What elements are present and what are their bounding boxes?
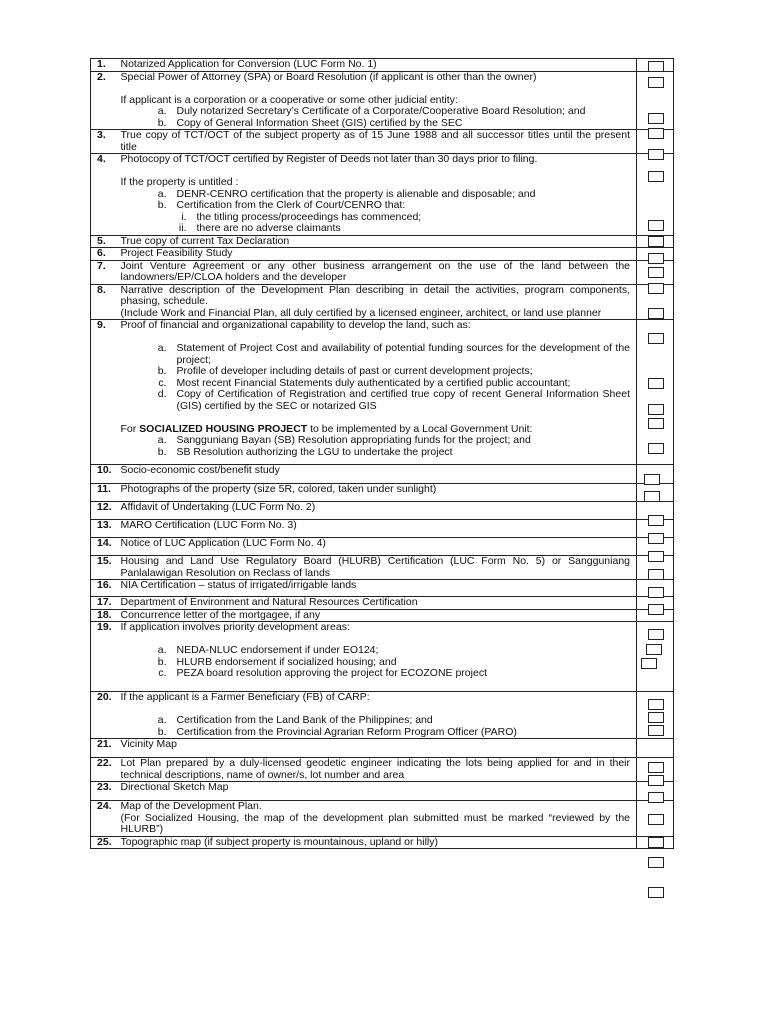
item-text: Department of Environment and Natural Resources Certification [121,597,637,610]
checkbox-item-9b[interactable] [648,404,664,415]
requirement-row-13 [91,520,674,538]
requirement-row-20 [91,692,674,739]
sub-label: c. [158,376,167,389]
item-text: Photocopy of TCT/OCT certified by Register of Deeds not later than 30 days prior to filing. [120,153,538,165]
requirement-row-1 [91,59,674,72]
item-number: 7. [91,260,121,284]
item-number: 20. [91,692,121,739]
item-text: Project Feasibility Study [121,248,637,261]
checkbox-item-19c[interactable] [648,725,664,736]
sub-text: Copy of Certification of Registration and certified true copy of recent General Information Sheet (GIS) certified by the SEC or notarized GIS [176,388,630,412]
sub-label: a. [157,644,167,656]
checkbox-item-9a[interactable] [648,378,664,389]
sub-label: i. [181,210,187,223]
requirement-row-24 [91,801,674,837]
item-number: 23. [91,782,121,801]
sub-text: Copy of General Information Sheet (GIS) certified by the SEC [176,116,463,129]
item-number: 4. [91,154,121,236]
socialized-housing-heading: SOCIALIZED HOUSING PROJECT [139,422,308,435]
sub-text: Duly notarized Secretary’s Certificate of a Corporate/Cooperative Board Resolution; and [176,105,586,117]
item-text: Map of the Development Plan. [120,800,262,812]
item-number: 8. [91,284,121,320]
sub-text: the titling process/proceedings has commenced; [196,210,422,223]
item-text: NIA Certification – status of irrigated/irrigable lands [121,580,637,597]
item-text: Narrative description of the Development Plan describing in detail the activities, program components, phasing, schedule. [120,283,630,307]
requirement-row-5 [91,235,674,248]
item-number: 14. [91,538,121,556]
sub-label: a. [157,714,167,726]
sub-label: b. [157,725,167,738]
item-number: 19. [91,622,121,692]
sub-label: a. [157,434,167,446]
checkbox-item-13[interactable] [648,569,664,580]
sub-item [121,435,631,447]
sub-item [121,343,631,366]
sub-label: b. [157,655,167,668]
requirement-row-18 [91,609,674,622]
requirement-row-21 [91,739,674,758]
checkbox-item-22[interactable] [648,814,664,825]
sub-item [121,366,631,378]
item-number: 11. [91,484,121,502]
sub-text: Sangguniang Bayan (SB) Resolution appropriating funds for the project; and [176,434,531,446]
requirement-row-4 [91,154,674,236]
requirement-row-19 [91,622,674,692]
sub-label: b. [157,116,167,129]
item-text: True copy of current Tax Declaration [121,235,637,248]
item-number: 21. [91,739,121,758]
item-intro: If the property is untitled : [120,176,239,188]
sub-item [121,389,631,412]
checkbox-item-24[interactable] [648,857,664,868]
sub-text: Statement of Project Cost and availability of potential funding sources for the development of the project; [176,342,630,366]
checkbox-item-2[interactable] [648,77,664,88]
checkbox-item-4[interactable] [648,171,664,182]
checkbox-item-9c[interactable] [648,418,664,429]
sub-text: Profile of developer including details of past or current development projects; [176,365,533,377]
item-text: Socio-economic cost/benefit study [121,465,637,484]
item-text: Directional Sketch Map [121,782,637,801]
sub-text: NEDA-NLUC endorsement if under EO124; [176,644,379,656]
checkbox-item-18[interactable] [641,658,657,669]
sub-label: b. [157,365,167,377]
item-text: True copy of TCT/OCT of the subject property as of 15 June 1988 and all successor titles until the present title [121,130,637,154]
item-number: 5. [91,235,121,248]
checkbox-item-12[interactable] [648,551,664,562]
item-number: 25. [91,836,121,849]
item-number: 17. [91,597,121,610]
requirement-row-15 [91,556,674,580]
sub-sub-item [121,223,631,235]
checkbox-item-8b[interactable] [648,333,664,344]
item-text: Photographs of the property (size 5R, colored, taken under sunlight) [121,484,637,502]
sub-label: a. [157,105,167,117]
item-number: 16. [91,580,121,597]
requirement-row-22 [91,758,674,782]
item-number: 12. [91,502,121,520]
item-text: Notice of LUC Application (LUC Form No. 4) [121,538,637,556]
sub-item [121,668,631,680]
sub-label: b. [157,199,167,211]
requirement-row-12 [91,502,674,520]
sub-text: HLURB endorsement if socialized housing; and [176,655,397,668]
checkbox-item-9-sb-b[interactable] [644,491,660,502]
sub-item [121,715,631,727]
checkbox-item-19b[interactable] [648,712,664,723]
requirement-row-14 [91,538,674,556]
item-number: 15. [91,556,121,580]
sub-item [121,106,631,118]
item-number: 2. [91,71,121,130]
checkbox-item-21[interactable] [648,792,664,803]
item-number: 24. [91,801,121,837]
sub-item [121,447,631,459]
checkbox-item-15[interactable] [648,604,664,615]
checkbox-item-2b[interactable] [648,128,664,139]
checkbox-item-17[interactable] [646,644,662,655]
requirement-row-17 [91,597,674,610]
item-text: Lot Plan prepared by a duly-licensed geodetic engineer indicating the lots being applied for and in their technical descriptions, name of owner/s, lot number and area [121,758,637,782]
item-text: Topographic map (if subject property is mountainous, upland or hilly) [121,836,637,849]
checkbox-item-6[interactable] [648,267,664,278]
requirement-row-25 [91,836,674,849]
item-number: 3. [91,130,121,154]
requirement-row-3 [91,130,674,154]
sub-text: PEZA board resolution approving the project for ECOZONE project [176,667,487,679]
checkbox-item-2a[interactable] [648,113,664,124]
requirement-row-6 [91,248,674,261]
sub-label: d. [157,388,167,400]
sub-item [121,727,631,739]
checkbox-item-20a[interactable] [648,762,664,773]
checkbox-item-20b[interactable] [648,775,664,786]
requirement-row-2 [91,71,674,130]
sub-text: Most recent Financial Statements duly authenticated by a certified public accountant; [176,376,571,389]
item-number: 22. [91,758,121,782]
item-text: If the applicant is a Farmer Beneficiary (FB) of CARP: [120,691,370,703]
sub-text: SB Resolution authorizing the LGU to undertake the project [176,445,453,458]
requirement-row-7 [91,260,674,284]
item-number: 9. [91,320,121,465]
sub-label: a. [157,342,167,354]
checkbox-item-11[interactable] [648,533,664,544]
sub-item [121,118,631,130]
item-text: Joint Venture Agreement or any other business arrangement on the use of the land between the landowners/EP/CLOA holders and the developer [121,260,637,284]
requirements-table [90,58,674,849]
checkbox-item-1[interactable] [648,61,664,72]
checkbox-item-8a[interactable] [648,308,664,319]
requirement-row-11 [91,484,674,502]
checkbox-item-5[interactable] [648,253,664,264]
item-text-note: (Include Work and Financial Plan, all duly certified by a licensed engineer, architect, or land use planner [120,306,602,319]
sub-item [121,200,631,212]
sub-text: Certification from the Provincial Agrarian Reform Program Officer (PARO) [176,725,517,738]
item-text: Housing and Land Use Regulatory Board (HLURB) Certification (LUC Form No. 5) or Sangguniang Panlalawigan Resolution on Reclass of lands [121,556,637,580]
checkbox-item-23[interactable] [648,837,664,848]
checkbox-item-14[interactable] [648,587,664,598]
item-text: Concurrence letter of the mortgagee, if any [121,609,637,622]
sub-text: DENR-CENRO certification that the property is alienable and disposable; and [176,187,536,200]
item-text: Vicinity Map [121,739,637,758]
item-number: 6. [91,248,121,261]
requirement-row-9 [91,320,674,465]
sub-text: Certification from the Clerk of Court/CENRO that: [176,199,406,211]
sub-label: c. [158,667,167,679]
requirement-row-16 [91,580,674,597]
requirement-row-23 [91,782,674,801]
item-text: Affidavit of Undertaking (LUC Form No. 2) [121,502,637,520]
checkbox-item-4a[interactable] [648,220,664,231]
sub-text: Certification from the Land Bank of the Philippines; and [176,714,433,726]
item-text-note: (For Socialized Housing, the map of the development plan submitted must be marked “reviewed by the HLURB”) [120,811,630,835]
sub-text: there are no adverse claimants [196,222,341,234]
item-number: 10. [91,465,121,484]
checkbox-item-9d[interactable] [648,443,664,454]
sub-label: ii. [178,222,187,234]
item-number: 18. [91,609,121,622]
requirement-row-10 [91,465,674,484]
requirement-row-8 [91,284,674,320]
item-text: If application involves priority development areas: [120,621,350,633]
checkbox-item-4b[interactable] [648,236,664,247]
sub-label: b. [157,445,167,458]
item-text: Proof of financial and organizational capability to develop the land, such as: [120,319,471,331]
checkbox-item-10[interactable] [648,515,664,526]
item-number: 13. [91,520,121,538]
socialized-housing-intro: For SOCIALIZED HOUSING PROJECT to be implemented by a Local Government Unit: [120,422,533,435]
item-text: MARO Certification (LUC Form No. 3) [121,520,637,538]
item-text: Notarized Application for Conversion (LUC Form No. 1) [120,58,377,70]
item-intro: If applicant is a corporation or a cooperative or some other judicial entity: [120,93,458,106]
item-text: Special Power of Attorney (SPA) or Board Resolution (if applicant is other than the owner) [120,70,537,83]
checkbox-item-16[interactable] [648,629,664,640]
checkbox-item-9-sb-a[interactable] [644,474,660,485]
item-number: 1. [97,58,106,70]
checkbox-item-25[interactable] [648,887,664,898]
checkbox-item-3[interactable] [648,149,664,160]
sub-label: a. [157,187,167,200]
checkbox-item-19a[interactable] [648,699,664,710]
sub-item [121,645,631,657]
checkbox-item-7[interactable] [648,283,664,294]
